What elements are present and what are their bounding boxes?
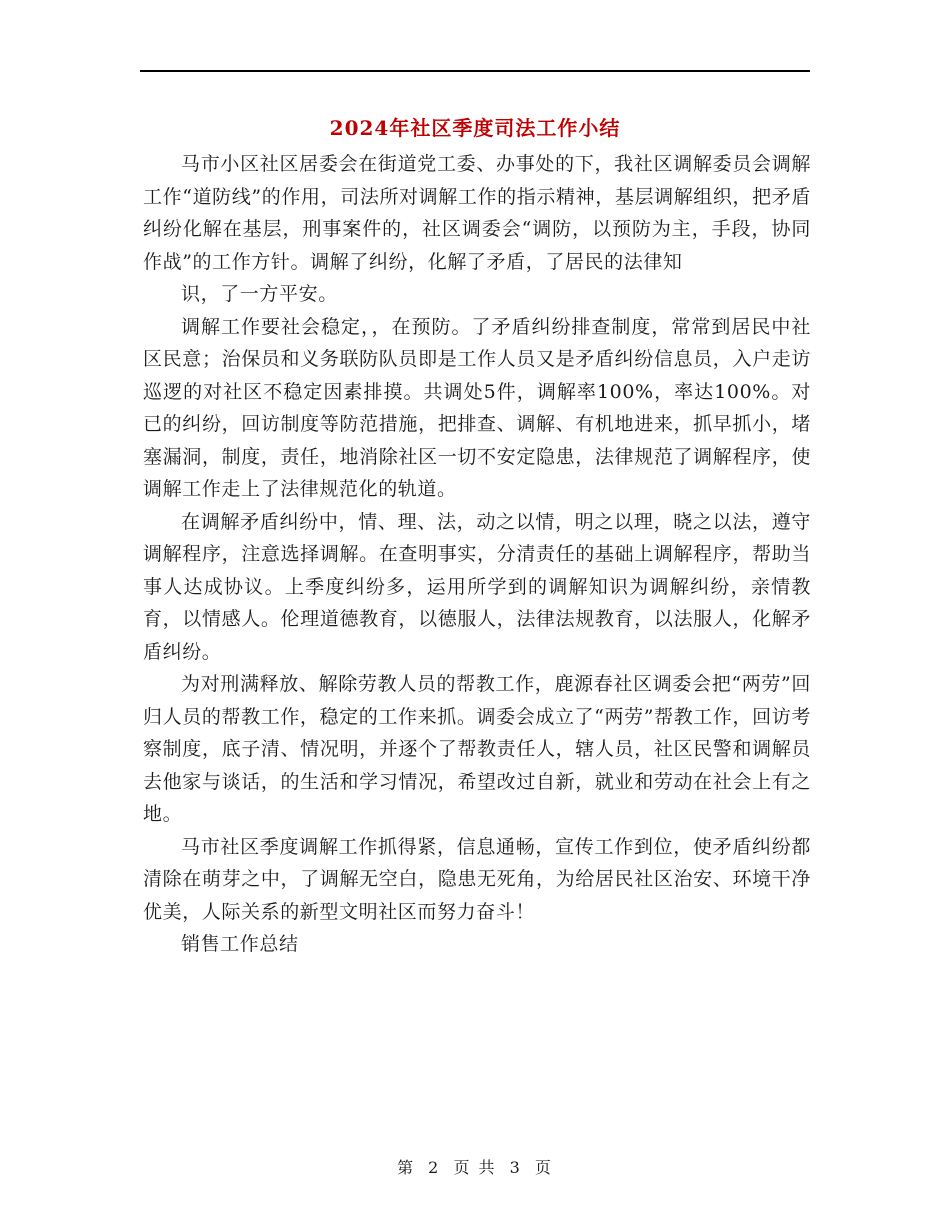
paragraph-1: 马市小区社区居委会在街道党工委、办事处的下，我社区调解委员会调解工作“道防线”的作用，司法所对调解工作的指示精神，基层调解组织，把矛盾纠纷化解在基层，刑事案件的，社区调委会“调防，以预防为主，手段，协同作战”的工作方针。调解了纠纷，化解了矛盾，了居民的法律知 <box>143 153 811 273</box>
footer-prefix: 第 <box>397 1158 416 1177</box>
footer-current-page: 2 <box>428 1158 441 1177</box>
paragraph-7: 销售工作总结 <box>181 933 299 955</box>
paragraph-6: 马市社区季度调解工作抓得紧，信息通畅，宣传工作到位，使矛盾纠纷都清除在萌芽之中，了调解无空白，隐患无死角，为给居民社区治安、环境干净优美，人际关系的新型文明社区而努力奋斗！ <box>143 835 811 923</box>
document-title: 2024年社区季度司法工作小结 <box>329 116 621 140</box>
paragraph-4: 在调解矛盾纠纷中，情、理、法，动之以情，明之以理，晓之以法，遵守调解程序，注意选择调解。在查明事实，分清责任的基础上调解程序，帮助当事人达成协议。上季度纠纷多，运用所学到的调解知识为调解纠纷，亲情教育，以情感人。伦理道德教育，以德服人，法律法规教育，以法服人，化解矛盾纠纷。 <box>143 510 811 663</box>
paragraph-3: 调解工作要社会稳定，，在预防。了矛盾纠纷排查制度，常常到居民中社区民意；治保员和义务联防队员即是工作人员又是矛盾纠纷信息员，入户走访巡逻的对社区不稳定因素排摸。共调处5件，调解率100%，率达100%。对已的纠纷，回访制度等防范措施，把排查、调解、有机地进来，抓早抓小，堵塞漏洞，制度，责任，地消除社区一切不安定隐患，法律规范了调解程序，使调解工作走上了法律规范化的轨道。 <box>143 315 811 500</box>
document-body <box>143 148 811 961</box>
paragraph-5: 为对刑满释放、解除劳教人员的帮教工作，鹿源春社区调委会把“两劳”回归人员的帮教工作，稳定的工作来抓。调委会成立了“两劳”帮教工作，回访考察制度，底子清、情况明，并逐个了帮教责任人，辖人员，社区民警和调解员去他家与谈话，的生活和学习情况，希望改过自新，就业和劳动在社会上有之地。 <box>143 673 811 825</box>
footer-total-pages: 3 <box>509 1158 522 1177</box>
footer-suffix: 页 <box>534 1158 553 1177</box>
header-rule <box>140 70 810 72</box>
paragraph-2: 识，了一方平安。 <box>181 283 338 305</box>
footer-middle: 页 共 <box>453 1158 497 1177</box>
page-footer <box>0 1155 950 1178</box>
